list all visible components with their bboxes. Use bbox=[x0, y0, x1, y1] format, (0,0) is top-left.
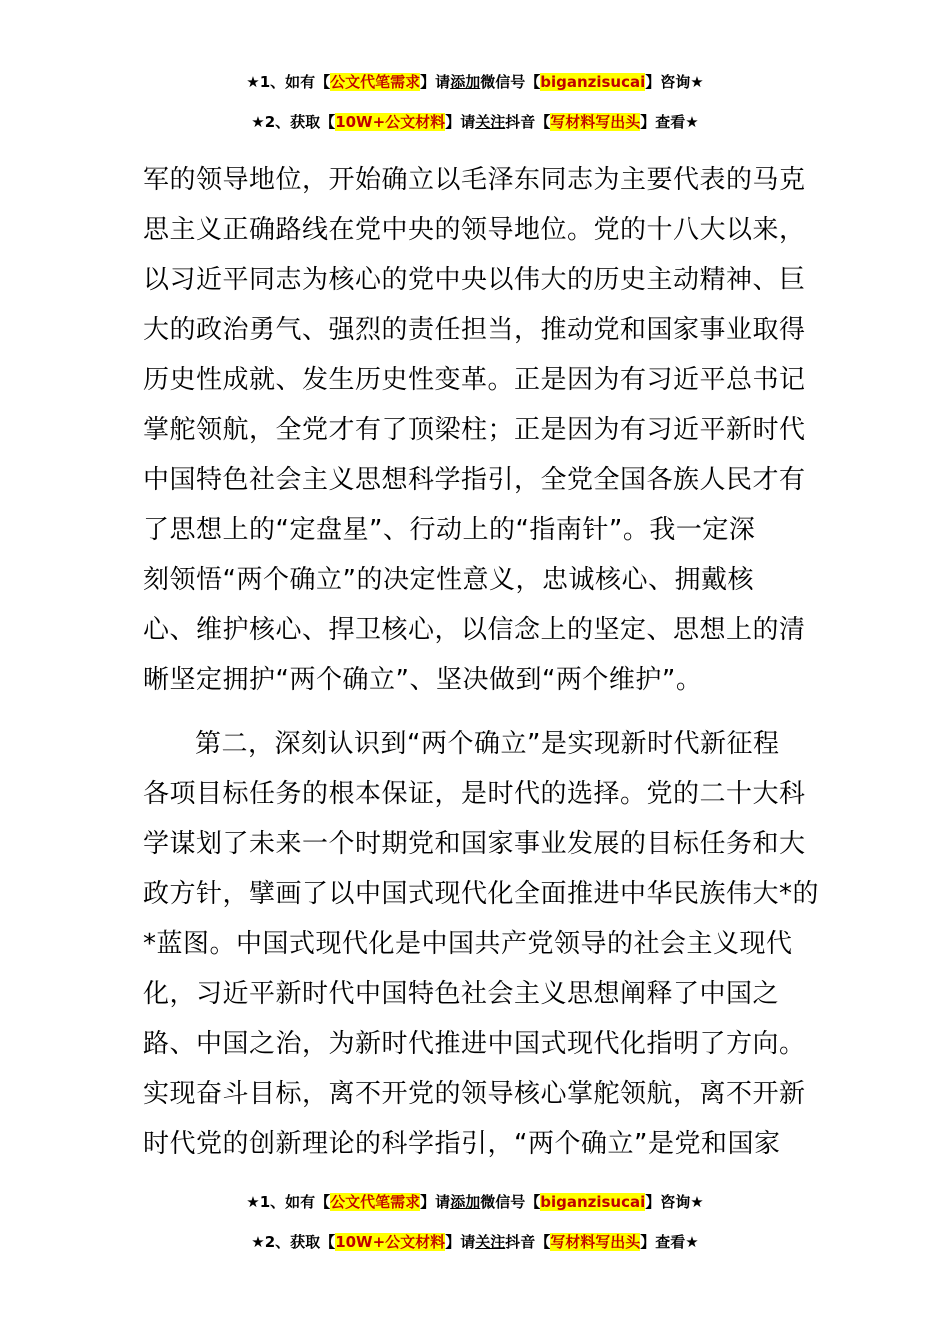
footer-line-2-highlight-materials: 10W+公文材料 bbox=[335, 1233, 446, 1251]
header-line-1-highlight-wechat-id: biganzisucai bbox=[540, 73, 646, 91]
text-line: 路、中国之治，为新时代推进中国式现代化指明了方向。 bbox=[143, 1029, 806, 1059]
text-line: 实现奋斗目标，离不开党的领导核心掌舵领航，离不开新 bbox=[143, 1079, 806, 1109]
text-line: 政方针，擘画了以中国式现代化全面推进中华民族伟大*的 bbox=[143, 879, 820, 909]
header-line-2 bbox=[0, 102, 950, 142]
footer-line-1-highlight-service: 公文代笔需求 bbox=[330, 1193, 421, 1211]
footer-line-1-highlight-wechat-id: biganzisucai bbox=[540, 1193, 646, 1211]
paragraph-1 bbox=[143, 155, 808, 705]
text-line: 刻领悟“两个确立”的决定性意义，忠诚核心、拥戴核 bbox=[143, 565, 754, 595]
footer-line-2 bbox=[0, 1222, 950, 1262]
text-line: 了思想上的“定盘星”、行动上的“指南针”。我一定深 bbox=[143, 515, 756, 545]
paragraph-gap bbox=[143, 705, 808, 719]
footer-banner bbox=[0, 1182, 950, 1262]
paragraph-2 bbox=[143, 719, 820, 1169]
text-line: 历史性成就、发生历史性变革。正是因为有习近平总书记 bbox=[143, 365, 806, 395]
footer-line-2-prefix: ★2、获取【 bbox=[251, 1233, 336, 1251]
header-line-1-mid-2: 微信号【 bbox=[480, 73, 541, 91]
text-line: 思主义正确路线在党中央的领导地位。党的十八大以来， bbox=[143, 215, 806, 245]
text-line: 掌舵领航，全党才有了顶梁柱；正是因为有习近平新时代 bbox=[143, 415, 806, 445]
footer-line-1-prefix: ★1、如有【 bbox=[246, 1193, 331, 1211]
text-line: 各项目标任务的根本保证，是时代的选择。党的二十大科 bbox=[143, 779, 806, 809]
text-line: 心、维护核心、捍卫核心，以信念上的坚定、思想上的清 bbox=[143, 615, 806, 645]
footer-line-2-mid: 】请 bbox=[445, 1233, 476, 1251]
header-line-2-highlight-materials: 10W+公文材料 bbox=[335, 113, 446, 131]
header-line-1-mid: 】请 bbox=[420, 73, 451, 91]
text-line: 军的领导地位，开始确立以毛泽东同志为主要代表的马克 bbox=[143, 165, 806, 195]
footer-line-1-mid-2: 微信号【 bbox=[480, 1193, 541, 1211]
text-line: 以习近平同志为核心的党中央以伟大的历史主动精神、巨 bbox=[143, 265, 806, 295]
text-line: 化，习近平新时代中国特色社会主义思想阐释了中国之 bbox=[143, 979, 780, 1009]
text-line: 晰坚定拥护“两个确立”、坚决做到“两个维护”。 bbox=[143, 665, 703, 695]
footer-line-1 bbox=[0, 1182, 950, 1222]
text-line: 学谋划了未来一个时期党和国家事业发展的目标任务和大 bbox=[143, 829, 806, 859]
footer-line-2-highlight-douyin: 写材料写出头 bbox=[550, 1233, 641, 1251]
document-body bbox=[143, 155, 820, 1169]
header-line-2-suffix: 】查看★ bbox=[640, 113, 699, 131]
text-line: 大的政治勇气、强烈的责任担当，推动党和国家事业取得 bbox=[143, 315, 806, 345]
header-line-1-underlined: 添加 bbox=[450, 73, 481, 91]
header-line-1-prefix: ★1、如有【 bbox=[246, 73, 331, 91]
header-line-2-mid-2: 抖音【 bbox=[505, 113, 551, 131]
text-line: 时代党的创新理论的科学指引，“两个确立”是党和国家 bbox=[143, 1129, 781, 1159]
footer-line-1-suffix: 】咨询★ bbox=[645, 1193, 704, 1211]
footer-line-1-mid: 】请 bbox=[420, 1193, 451, 1211]
footer-line-2-underlined: 关注 bbox=[475, 1233, 506, 1251]
text-line: *蓝图。中国式现代化是中国共产党领导的社会主义现代 bbox=[143, 929, 793, 959]
header-line-2-underlined: 关注 bbox=[475, 113, 506, 131]
header-banner bbox=[0, 62, 950, 142]
header-line-1-suffix: 】咨询★ bbox=[645, 73, 704, 91]
footer-line-2-mid-2: 抖音【 bbox=[505, 1233, 551, 1251]
header-line-2-highlight-douyin: 写材料写出头 bbox=[550, 113, 641, 131]
text-line: 第二，深刻认识到“两个确立”是实现新时代新征程 bbox=[195, 729, 780, 759]
header-line-1 bbox=[0, 62, 950, 102]
footer-line-2-suffix: 】查看★ bbox=[640, 1233, 699, 1251]
footer-line-1-underlined: 添加 bbox=[450, 1193, 481, 1211]
header-line-1-highlight-service: 公文代笔需求 bbox=[330, 73, 421, 91]
header-line-2-prefix: ★2、获取【 bbox=[251, 113, 336, 131]
header-line-2-mid: 】请 bbox=[445, 113, 476, 131]
text-line: 中国特色社会主义思想科学指引，全党全国各族人民才有 bbox=[143, 465, 806, 495]
